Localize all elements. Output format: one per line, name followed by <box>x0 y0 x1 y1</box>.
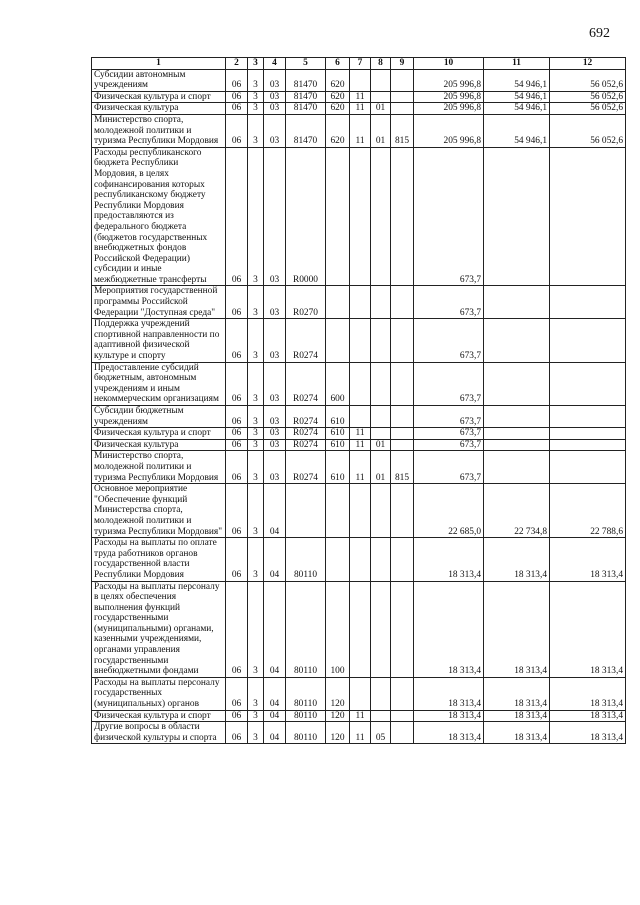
table-cell: 815 <box>391 114 414 147</box>
table-cell: 673,7 <box>414 362 484 405</box>
table-cell <box>371 91 391 103</box>
column-header: 7 <box>350 58 371 70</box>
table-cell: 3 <box>248 69 264 91</box>
table-cell <box>391 286 414 319</box>
table-cell <box>550 362 626 405</box>
table-cell: 3 <box>248 103 264 115</box>
table-cell <box>371 538 391 581</box>
table-cell: 205 996,8 <box>414 103 484 115</box>
table-cell: 06 <box>226 677 248 710</box>
table-row <box>92 91 626 103</box>
table-cell: 03 <box>264 147 286 286</box>
table-cell: 11 <box>350 428 371 440</box>
table-cell <box>484 147 550 286</box>
table-cell: 120 <box>326 722 350 744</box>
table-cell: 56 052,6 <box>550 103 626 115</box>
column-header: 3 <box>248 58 264 70</box>
table-cell <box>391 69 414 91</box>
table-cell <box>391 428 414 440</box>
table-cell: R0274 <box>286 439 326 451</box>
row-name-cell: Расходы на выплаты по оплате труда работников органов государственной власти Республики Мордовия <box>92 538 226 581</box>
budget-table <box>91 57 626 744</box>
table-cell: 11 <box>350 710 371 722</box>
table-cell: 81470 <box>286 103 326 115</box>
table-cell <box>550 439 626 451</box>
row-name-cell: Физическая культура <box>92 103 226 115</box>
table-cell: 610 <box>326 428 350 440</box>
table-cell: 54 946,1 <box>484 103 550 115</box>
table-cell: 3 <box>248 147 264 286</box>
table-cell: 06 <box>226 147 248 286</box>
table-cell: 3 <box>248 484 264 538</box>
table-cell: 205 996,8 <box>414 69 484 91</box>
row-name-cell: Расходы республиканского бюджета Республики Мордовия, в целях софинансирования которых республиканскому бюджету Республики Мордовия предоставляются из федерального бюджета (бюджетов государственных внебюджетных фондов Российской Федерации) субсидии и иные межбюджетные трансферты <box>92 147 226 286</box>
table-cell <box>371 581 391 677</box>
column-header: 12 <box>550 58 626 70</box>
table-cell <box>350 581 371 677</box>
table-cell <box>371 69 391 91</box>
table-row <box>92 581 626 677</box>
table-cell: 06 <box>226 286 248 319</box>
table-cell: 56 052,6 <box>550 91 626 103</box>
table-cell <box>286 484 326 538</box>
table-cell: 56 052,6 <box>550 114 626 147</box>
table-cell <box>484 406 550 428</box>
table-row <box>92 538 626 581</box>
table-cell <box>371 677 391 710</box>
table-cell: 18 313,4 <box>550 710 626 722</box>
table-cell: 81470 <box>286 114 326 147</box>
table-cell <box>350 286 371 319</box>
table-cell: 03 <box>264 69 286 91</box>
table-cell: 620 <box>326 103 350 115</box>
table-cell: 03 <box>264 286 286 319</box>
table-cell <box>391 406 414 428</box>
table-cell: R0000 <box>286 147 326 286</box>
table-row <box>92 484 626 538</box>
row-name-cell: Физическая культура и спорт <box>92 710 226 722</box>
column-header: 9 <box>391 58 414 70</box>
table-cell: 610 <box>326 406 350 428</box>
table-cell: 06 <box>226 538 248 581</box>
table-cell <box>371 428 391 440</box>
table-cell: 3 <box>248 439 264 451</box>
table-cell: R0274 <box>286 428 326 440</box>
table-cell: 03 <box>264 91 286 103</box>
row-name-cell: Физическая культура и спорт <box>92 91 226 103</box>
table-cell <box>371 319 391 362</box>
table-row <box>92 428 626 440</box>
table-row <box>92 362 626 405</box>
table-cell <box>371 147 391 286</box>
page-number: 692 <box>589 26 610 41</box>
table-cell: 620 <box>326 91 350 103</box>
table-cell: 100 <box>326 581 350 677</box>
table-cell: 205 996,8 <box>414 114 484 147</box>
table-cell <box>350 319 371 362</box>
table-cell: 03 <box>264 406 286 428</box>
table-cell: 18 313,4 <box>414 722 484 744</box>
table-cell: 03 <box>264 451 286 484</box>
table-cell: 3 <box>248 722 264 744</box>
table-cell: 18 313,4 <box>484 677 550 710</box>
table-cell <box>550 406 626 428</box>
table-cell <box>391 103 414 115</box>
table-cell: 22 788,6 <box>550 484 626 538</box>
column-header: 4 <box>264 58 286 70</box>
table-cell <box>391 484 414 538</box>
header-row <box>92 58 626 70</box>
table-cell: 01 <box>371 103 391 115</box>
table-cell: 80110 <box>286 710 326 722</box>
table-cell: 11 <box>350 722 371 744</box>
table-cell: 610 <box>326 451 350 484</box>
table-cell: 06 <box>226 103 248 115</box>
table-cell: 01 <box>371 439 391 451</box>
row-name-cell: Поддержка учреждений спортивной направленности по адаптивной физической культуре и спорту <box>92 319 226 362</box>
table-cell <box>391 677 414 710</box>
table-cell <box>550 147 626 286</box>
table-cell: 06 <box>226 406 248 428</box>
row-name-cell: Расходы на выплаты персоналу в целях обеспечения выполнения функций государственными (муниципальными) органами, казенными учреждениями, органами управления государственными внебюджетными фондами <box>92 581 226 677</box>
table-cell: 06 <box>226 428 248 440</box>
table-cell: 81470 <box>286 91 326 103</box>
table-cell <box>326 484 350 538</box>
table-cell <box>550 286 626 319</box>
table-cell <box>391 362 414 405</box>
table-cell: 01 <box>371 114 391 147</box>
table-cell <box>350 484 371 538</box>
table-cell: 03 <box>264 439 286 451</box>
table-cell: 04 <box>264 484 286 538</box>
table-cell: 205 996,8 <box>414 91 484 103</box>
table-cell: 06 <box>226 362 248 405</box>
table-cell: 06 <box>226 581 248 677</box>
table-cell: 22 734,8 <box>484 484 550 538</box>
table-cell: R0274 <box>286 362 326 405</box>
table-cell: 18 313,4 <box>550 722 626 744</box>
table-cell: 673,7 <box>414 428 484 440</box>
table-cell: 54 946,1 <box>484 114 550 147</box>
table-row <box>92 319 626 362</box>
table-cell: 11 <box>350 91 371 103</box>
table-cell <box>391 439 414 451</box>
column-header: 1 <box>92 58 226 70</box>
table-cell: 3 <box>248 710 264 722</box>
table-row <box>92 710 626 722</box>
table-cell <box>391 538 414 581</box>
table-cell: 04 <box>264 677 286 710</box>
table-cell: 06 <box>226 710 248 722</box>
table-row <box>92 451 626 484</box>
table-cell <box>550 428 626 440</box>
table-cell: 120 <box>326 710 350 722</box>
table-cell: 120 <box>326 677 350 710</box>
table-cell: 18 313,4 <box>550 677 626 710</box>
table-cell <box>391 581 414 677</box>
table-cell: 06 <box>226 451 248 484</box>
table-row <box>92 406 626 428</box>
table-cell: R0274 <box>286 406 326 428</box>
row-name-cell: Министерство спорта, молодежной политики и туризма Республики Мордовия <box>92 451 226 484</box>
row-name-cell: Другие вопросы в области физической культуры и спорта <box>92 722 226 744</box>
table-cell <box>371 362 391 405</box>
column-header: 8 <box>371 58 391 70</box>
table-cell <box>484 286 550 319</box>
table-cell: 620 <box>326 69 350 91</box>
table-cell: 03 <box>264 428 286 440</box>
table-cell: 3 <box>248 114 264 147</box>
row-name-cell: Министерство спорта, молодежной политики и туризма Республики Мордовия <box>92 114 226 147</box>
table-cell: 18 313,4 <box>484 538 550 581</box>
table-cell: 81470 <box>286 69 326 91</box>
row-name-cell: Физическая культура <box>92 439 226 451</box>
column-header: 10 <box>414 58 484 70</box>
table-cell: 03 <box>264 114 286 147</box>
column-header: 5 <box>286 58 326 70</box>
table-cell: 11 <box>350 451 371 484</box>
table-cell: 18 313,4 <box>484 722 550 744</box>
table-cell: 18 313,4 <box>550 538 626 581</box>
column-header: 6 <box>326 58 350 70</box>
table-cell: 3 <box>248 286 264 319</box>
table-cell: 06 <box>226 114 248 147</box>
table-cell: 610 <box>326 439 350 451</box>
table-cell <box>350 677 371 710</box>
table-row <box>92 722 626 744</box>
table-cell <box>350 147 371 286</box>
table-cell <box>484 362 550 405</box>
table-cell: 06 <box>226 722 248 744</box>
table-cell: 06 <box>226 91 248 103</box>
table-cell: 05 <box>371 722 391 744</box>
table-cell <box>484 319 550 362</box>
table-row <box>92 147 626 286</box>
table-cell: 600 <box>326 362 350 405</box>
table-cell: 673,7 <box>414 319 484 362</box>
table-cell: 06 <box>226 69 248 91</box>
table-cell: 11 <box>350 439 371 451</box>
table-cell: 01 <box>371 451 391 484</box>
table-cell: 673,7 <box>414 439 484 451</box>
table-cell: 18 313,4 <box>414 581 484 677</box>
table-cell: R0274 <box>286 319 326 362</box>
table-cell: 04 <box>264 538 286 581</box>
table-cell <box>550 451 626 484</box>
table-cell <box>326 286 350 319</box>
table-cell: 80110 <box>286 677 326 710</box>
table-cell: 3 <box>248 428 264 440</box>
table-body <box>92 69 626 744</box>
table-row <box>92 286 626 319</box>
table-cell <box>350 406 371 428</box>
table-cell: 03 <box>264 362 286 405</box>
table-cell: 06 <box>226 439 248 451</box>
table-cell: 3 <box>248 538 264 581</box>
table-cell: 11 <box>350 103 371 115</box>
table-cell: 3 <box>248 406 264 428</box>
table-cell <box>350 69 371 91</box>
table-cell <box>326 147 350 286</box>
table-cell: 673,7 <box>414 406 484 428</box>
table-cell <box>371 710 391 722</box>
row-name-cell: Физическая культура и спорт <box>92 428 226 440</box>
table-cell: 11 <box>350 114 371 147</box>
table-cell: 22 685,0 <box>414 484 484 538</box>
table-cell <box>391 722 414 744</box>
row-name-cell: Мероприятия государственной программы Российской Федерации "Доступная среда" <box>92 286 226 319</box>
table-cell: 54 946,1 <box>484 91 550 103</box>
table-cell <box>326 319 350 362</box>
table-cell <box>391 710 414 722</box>
table-cell: 673,7 <box>414 147 484 286</box>
table-cell: 54 946,1 <box>484 69 550 91</box>
table-cell: 56 052,6 <box>550 69 626 91</box>
table-cell: 06 <box>226 484 248 538</box>
table-cell <box>391 147 414 286</box>
table-cell <box>350 538 371 581</box>
table-row <box>92 69 626 91</box>
table-cell: 80110 <box>286 538 326 581</box>
table-cell: 06 <box>226 319 248 362</box>
table-cell: 3 <box>248 362 264 405</box>
table-cell: 80110 <box>286 581 326 677</box>
table-cell <box>371 484 391 538</box>
table-cell: 04 <box>264 581 286 677</box>
table-cell: 815 <box>391 451 414 484</box>
table-cell <box>391 319 414 362</box>
table-cell: R0274 <box>286 451 326 484</box>
table-row <box>92 439 626 451</box>
table-cell <box>371 286 391 319</box>
column-header: 2 <box>226 58 248 70</box>
table-cell: 620 <box>326 114 350 147</box>
row-name-cell: Расходы на выплаты персоналу государственных (муниципальных) органов <box>92 677 226 710</box>
table-cell: 18 313,4 <box>484 581 550 677</box>
table-cell: 18 313,4 <box>414 710 484 722</box>
table-cell: 03 <box>264 103 286 115</box>
row-name-cell: Субсидии бюджетным учреждениям <box>92 406 226 428</box>
table-cell: 673,7 <box>414 286 484 319</box>
table-row <box>92 114 626 147</box>
table-cell: 18 313,4 <box>484 710 550 722</box>
table-cell <box>484 428 550 440</box>
table-cell: 18 313,4 <box>414 677 484 710</box>
table-cell <box>326 538 350 581</box>
table-cell: 673,7 <box>414 451 484 484</box>
table-cell: 80110 <box>286 722 326 744</box>
table-cell <box>484 439 550 451</box>
table-cell: 3 <box>248 451 264 484</box>
table-cell: 3 <box>248 91 264 103</box>
table-cell: 04 <box>264 710 286 722</box>
table-row <box>92 103 626 115</box>
table-cell <box>350 362 371 405</box>
row-name-cell: Предоставление субсидий бюджетным, автономным учреждениям и иным некоммерческим организациям <box>92 362 226 405</box>
table-cell: 04 <box>264 722 286 744</box>
table-cell: 18 313,4 <box>550 581 626 677</box>
table-cell <box>550 319 626 362</box>
table-cell <box>371 406 391 428</box>
table-cell: 18 313,4 <box>414 538 484 581</box>
column-header: 11 <box>484 58 550 70</box>
table-cell: 3 <box>248 677 264 710</box>
table-cell: 03 <box>264 319 286 362</box>
row-name-cell: Основное мероприятие "Обеспечение функций Министерства спорта, молодежной политики и туризма Республики Мордовия" <box>92 484 226 538</box>
table-cell <box>484 451 550 484</box>
table-cell: R0270 <box>286 286 326 319</box>
table-cell: 3 <box>248 319 264 362</box>
row-name-cell: Субсидии автономным учреждениям <box>92 69 226 91</box>
table-cell: 3 <box>248 581 264 677</box>
table-cell <box>391 91 414 103</box>
table-row <box>92 677 626 710</box>
